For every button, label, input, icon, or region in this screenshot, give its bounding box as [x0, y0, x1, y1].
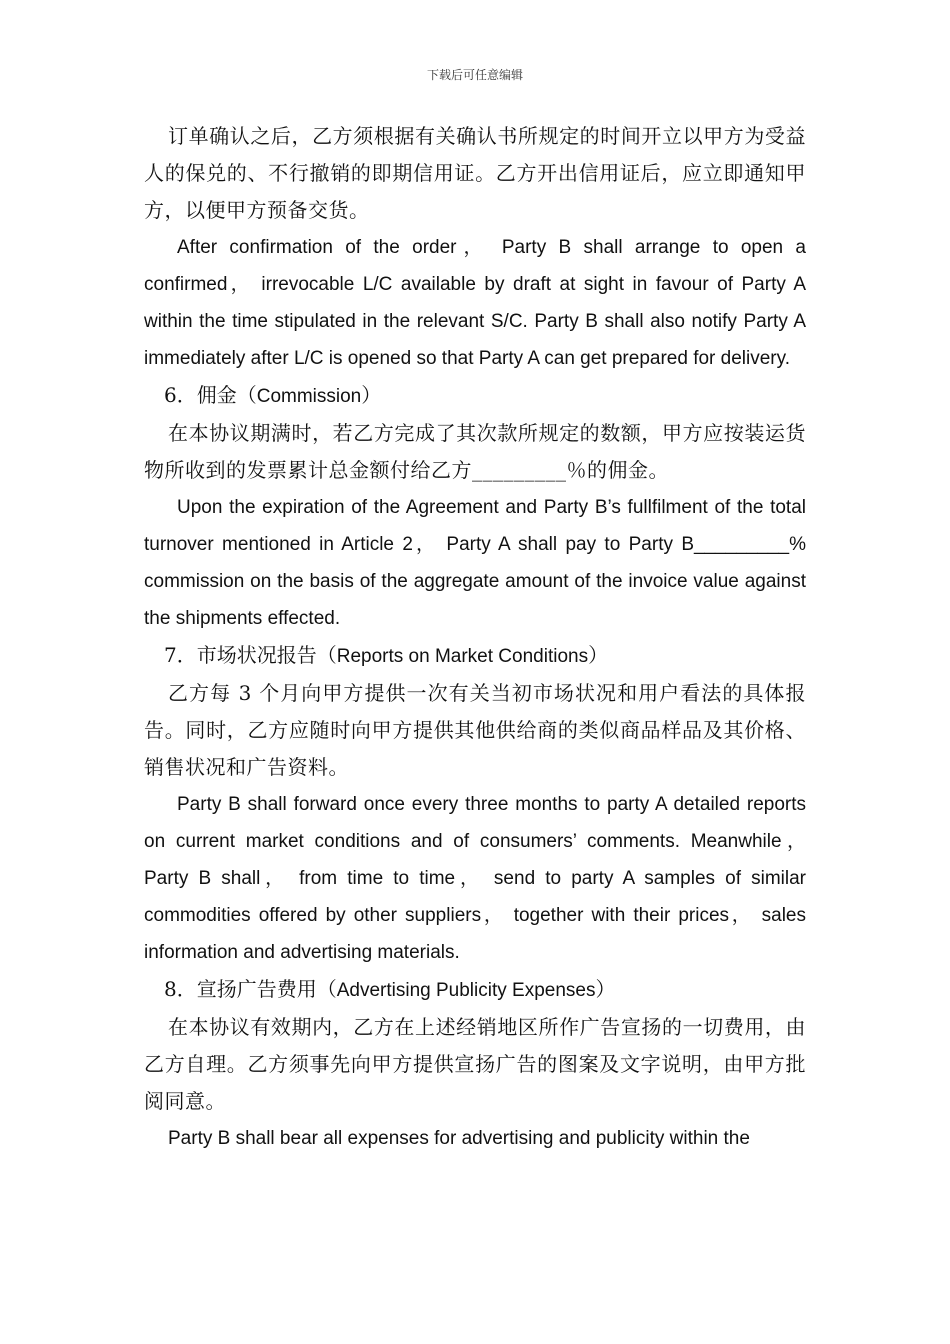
section-8-zh: 在本协议有效期内，乙方在上述经销地区所作广告宣扬的一切费用，由乙方自理。乙方须事先向甲方提供宣扬广告的图案及文字说明，由甲方批阅同意。 — [144, 1015, 806, 1113]
section-8-heading-zh: 8．宣扬广告费用（ — [164, 977, 337, 1001]
document-body — [144, 118, 806, 1157]
section-7-zh: 乙方每 3 个月向甲方提供一次有关当初市场状况和用户看法的具体报告。同时，乙方应随时向甲方提供其他供给商的类似商品样品及其价格、销售状况和广告资料。 — [144, 681, 806, 779]
section-7-en: Party B shall forward once every three months to party A detailed reports on current market conditions and of consumers’ comments. Meanwhile， Party B shall， from time to time， send to party A samples of similar commodities offered by other suppliers， together with their prices， sales information and advertising materials. — [144, 794, 806, 963]
section-7-heading-en: Reports on Market Conditions — [336, 646, 589, 667]
page-header: 下载后可任意编辑 — [426, 68, 523, 82]
section-7-heading — [144, 637, 806, 675]
paragraph-lc-zh: 订单确认之后，乙方须根据有关确认书所规定的时间开立以甲方为受益人的保兑的、不行撤销的即期信用证。乙方开出信用证后，应立即通知甲方，以便甲方预备交货。 — [144, 124, 806, 222]
section-8-heading-close: ） — [595, 977, 616, 1001]
section-6-heading-close: ） — [361, 383, 382, 407]
section-7-heading-close: ） — [588, 643, 609, 667]
section-6-heading-zh: 6．佣金（ — [164, 383, 257, 407]
section-6-zh: 在本协议期满时，若乙方完成了其次款所规定的数额，甲方应按装运货物所收到的发票累计总金额付给乙方_________％的佣金。 — [144, 421, 806, 482]
section-6-en: Upon the expiration of the Agreement and Party B’s fullfilment of the total turnover mentioned in Article 2， Party A shall pay to Party B_________% commission on the basis of the aggregate amount of the invoice value against the shipments effected. — [144, 497, 806, 629]
section-7-heading-zh: 7．市场状况报告（ — [164, 643, 337, 667]
section-8-heading-en: Advertising Publicity Expenses — [336, 980, 596, 1001]
paragraph-lc-en: After confirmation of the order， Party B shall arrange to open a confirmed， irrevocable L/C available by draft at sight in favour of Party A within the time stipulated in the relevant S/C. Party B shall also notify Party A immediately after L/C is opened so that Party A can get prepared for delivery. — [144, 237, 806, 369]
section-8-en: Party B shall bear all expenses for advertising and publicity within the — [168, 1128, 750, 1149]
section-8-heading — [144, 971, 806, 1009]
section-6-heading — [144, 377, 806, 415]
section-6-heading-en: Commission — [256, 386, 362, 407]
